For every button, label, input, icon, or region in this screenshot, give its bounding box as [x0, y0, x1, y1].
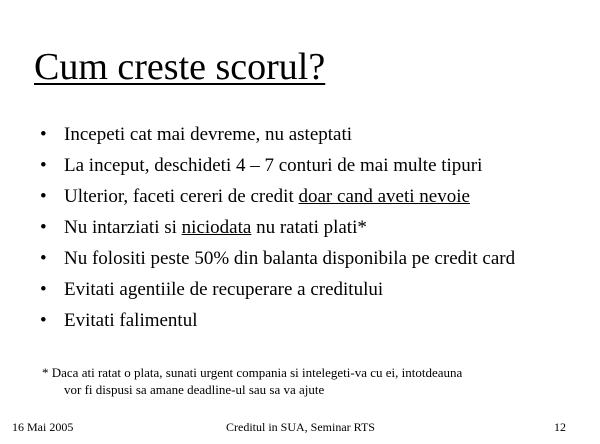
footnote	[42, 364, 582, 398]
bullet-item	[40, 212, 515, 243]
bullet-text: Evitati agentiile de recuperare a creditului	[64, 279, 384, 300]
bullet-item	[40, 243, 515, 274]
bullet-icon: •	[40, 248, 47, 269]
bullet-text-pre: Nu intarziati si	[64, 217, 182, 238]
footer-page-number: 12	[554, 420, 566, 434]
bullet-item	[40, 119, 515, 150]
bullet-icon: •	[40, 124, 47, 145]
bullet-text-pre: Ulterior, faceti cereri de credit	[64, 186, 299, 207]
bullet-list	[40, 119, 515, 336]
footer-title: Creditul in SUA, Seminar RTS	[226, 420, 375, 434]
slide-title: Cum creste scorul?	[34, 46, 326, 88]
bullet-icon: •	[40, 186, 47, 207]
bullet-text-underlined: doar cand aveti nevoie	[298, 186, 470, 207]
bullet-text-underlined: niciodata	[181, 217, 252, 238]
bullet-item	[40, 181, 515, 212]
bullet-icon: •	[40, 155, 47, 176]
bullet-text-post: nu ratati plati*	[251, 217, 367, 238]
bullet-text: Incepeti cat mai devreme, nu asteptati	[64, 124, 353, 145]
bullet-text: La inceput, deschideti 4 – 7 conturi de mai multe tipuri	[64, 155, 483, 176]
bullet-text: Nu folositi peste 50% din balanta disponibila pe credit card	[64, 248, 516, 269]
bullet-item	[40, 274, 515, 305]
footnote-line-1: * Daca ati ratat o plata, sunati urgent compania si intelegeti-va cu ei, intotdeauna	[42, 365, 463, 380]
footer-date: 16 Mai 2005	[12, 420, 74, 434]
bullet-icon: •	[40, 279, 47, 300]
bullet-icon: •	[40, 310, 47, 331]
bullet-icon: •	[40, 217, 47, 238]
footnote-line-2: vor fi dispusi sa amane deadline-ul sau sa va ajute	[64, 382, 325, 397]
bullet-text: Evitati falimentul	[64, 310, 198, 331]
bullet-item	[40, 305, 515, 336]
bullet-item	[40, 150, 515, 181]
